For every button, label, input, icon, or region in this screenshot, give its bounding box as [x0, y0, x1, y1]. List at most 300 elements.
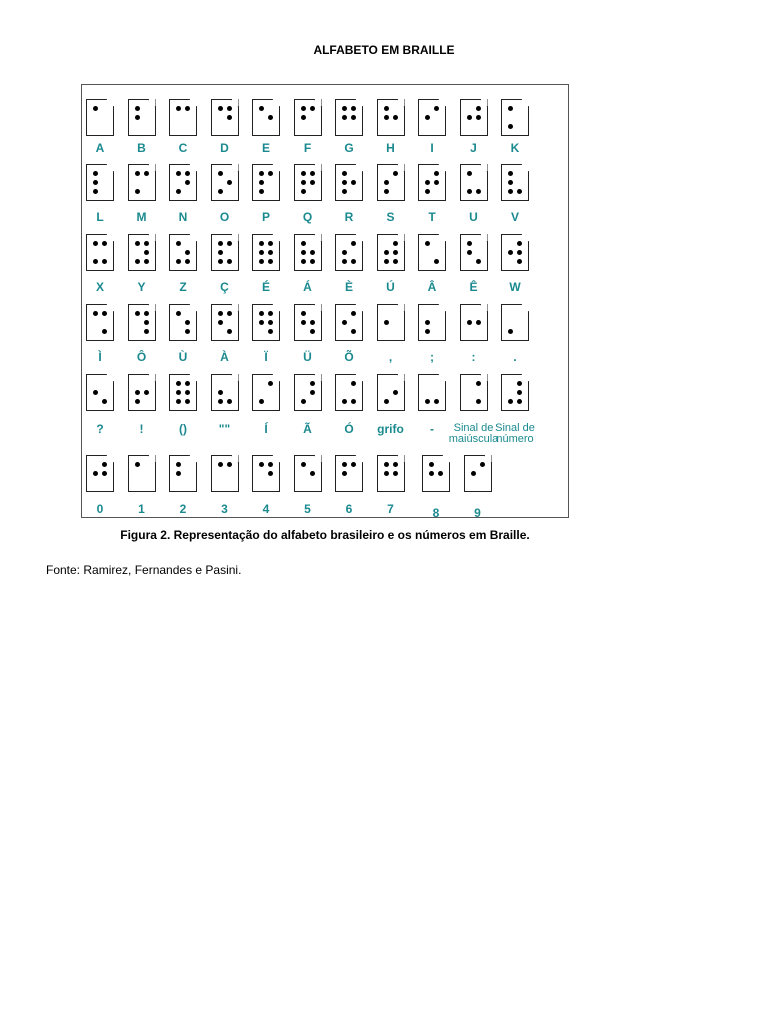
braille-dot: [268, 250, 273, 255]
braille-dot: [227, 462, 232, 467]
braille-dot: [476, 189, 481, 194]
braille-dot: [393, 390, 398, 395]
braille-dot: [301, 399, 306, 404]
braille-dot: [438, 471, 443, 476]
braille-dot: [144, 329, 149, 334]
braille-cell: [252, 374, 280, 411]
braille-dot: [508, 329, 513, 334]
braille-cell: [294, 164, 322, 201]
braille-cell: [86, 374, 114, 411]
braille-cell: [86, 164, 114, 201]
braille-dot: [185, 399, 190, 404]
braille-cell: [211, 99, 239, 136]
braille-dot: [342, 399, 347, 404]
braille-dot: [425, 189, 430, 194]
braille-dot: [176, 241, 181, 246]
braille-dot: [268, 259, 273, 264]
braille-dot: [227, 399, 232, 404]
braille-dot: [218, 106, 223, 111]
braille-dot: [301, 311, 306, 316]
braille-dot: [351, 329, 356, 334]
braille-cell-label: Ê: [469, 280, 478, 294]
braille-dot: [218, 189, 223, 194]
braille-dot: [185, 250, 190, 255]
braille-dot: [434, 106, 439, 111]
braille-dot: [301, 171, 306, 176]
braille-dot: [185, 381, 190, 386]
braille-cell-label: ;: [430, 350, 434, 364]
braille-cell-label: M: [136, 210, 147, 224]
braille-dot: [185, 329, 190, 334]
braille-cell-label: ,: [388, 350, 393, 364]
braille-dot: [384, 250, 389, 255]
braille-dot: [351, 106, 356, 111]
braille-dot: [476, 381, 481, 386]
braille-dot: [176, 189, 181, 194]
braille-dot: [218, 241, 223, 246]
braille-cell: [211, 374, 239, 411]
braille-cell: [211, 234, 239, 271]
braille-cell: [377, 455, 405, 492]
braille-dot: [467, 241, 472, 246]
braille-dot: [476, 115, 481, 120]
braille-dot: [476, 106, 481, 111]
braille-dot: [301, 180, 306, 185]
braille-dot: [393, 471, 398, 476]
braille-dot: [467, 171, 472, 176]
braille-dot: [135, 259, 140, 264]
braille-dot: [351, 462, 356, 467]
braille-cell: [128, 455, 156, 492]
braille-cell-label: Ú: [386, 280, 395, 294]
braille-dot: [176, 381, 181, 386]
braille-cell-label: Ô: [136, 350, 147, 364]
braille-dot: [93, 241, 98, 246]
document-title: ALFABETO EM BRAILLE: [313, 43, 455, 57]
braille-dot: [310, 471, 315, 476]
braille-cell-label: 8: [432, 506, 440, 520]
braille-dot: [176, 399, 181, 404]
braille-dot: [508, 171, 513, 176]
braille-dot: [102, 311, 107, 316]
braille-cell: [422, 455, 450, 492]
braille-cell-label: 1: [138, 502, 145, 516]
braille-dot: [301, 250, 306, 255]
braille-dot: [467, 250, 472, 255]
braille-dot: [425, 329, 430, 334]
braille-dot: [384, 189, 389, 194]
braille-dot: [342, 320, 347, 325]
braille-cell: [335, 99, 363, 136]
braille-dot: [144, 250, 149, 255]
braille-dot: [351, 115, 356, 120]
braille-cell-label: I: [430, 141, 434, 155]
braille-dot: [384, 115, 389, 120]
braille-dot: [301, 320, 306, 325]
braille-dot: [227, 259, 232, 264]
braille-dot: [93, 180, 98, 185]
braille-dot: [508, 189, 513, 194]
braille-dot: [185, 180, 190, 185]
braille-cell-label: 6: [345, 502, 353, 516]
braille-cell: [169, 304, 197, 341]
braille-dot: [310, 390, 315, 395]
braille-cell: [418, 234, 446, 271]
braille-dot: [268, 320, 273, 325]
braille-dot: [268, 171, 273, 176]
braille-dot: [476, 320, 481, 325]
braille-cell: [501, 374, 529, 411]
braille-cell-label: Sinal de maiúscula: [448, 422, 499, 445]
braille-cell: [418, 164, 446, 201]
braille-cell: [252, 234, 280, 271]
braille-dot: [93, 171, 98, 176]
braille-dot: [218, 399, 223, 404]
braille-cell-label: G: [344, 141, 354, 155]
braille-cell: [211, 455, 239, 492]
braille-dot: [218, 171, 223, 176]
braille-dot: [218, 250, 223, 255]
braille-dot: [259, 399, 264, 404]
braille-cell-label: ?: [96, 422, 104, 436]
braille-dot: [93, 390, 98, 395]
braille-dot: [259, 462, 264, 467]
braille-dot: [393, 250, 398, 255]
braille-cell: [377, 164, 405, 201]
braille-dot: [268, 311, 273, 316]
braille-dot: [517, 189, 522, 194]
braille-cell: [377, 374, 405, 411]
braille-dot: [93, 311, 98, 316]
braille-cell: [294, 455, 322, 492]
braille-dot: [342, 180, 347, 185]
braille-dot: [176, 311, 181, 316]
braille-dot: [102, 259, 107, 264]
braille-cell: [460, 164, 488, 201]
braille-cell-label: A: [95, 141, 105, 155]
braille-cell-label: F: [303, 141, 312, 155]
braille-dot: [93, 471, 98, 476]
braille-dot: [102, 462, 107, 467]
braille-cell: [464, 455, 492, 492]
braille-cell: [418, 374, 446, 411]
braille-dot: [434, 171, 439, 176]
braille-dot: [268, 381, 273, 386]
braille-dot: [480, 462, 485, 467]
braille-cell-label: Ì: [98, 350, 102, 364]
braille-dot: [135, 390, 140, 395]
braille-dot: [259, 180, 264, 185]
braille-cell-label: !: [139, 422, 144, 436]
braille-dot: [135, 189, 140, 194]
braille-cell-label: À: [220, 350, 229, 364]
braille-cell: [501, 164, 529, 201]
braille-cell-label: Ï: [264, 350, 268, 364]
braille-dot: [268, 329, 273, 334]
braille-dot: [467, 189, 472, 194]
braille-dot: [135, 311, 140, 316]
braille-dot: [259, 189, 264, 194]
braille-dot: [517, 241, 522, 246]
braille-dot: [342, 462, 347, 467]
braille-dot: [310, 259, 315, 264]
braille-cell-label: :: [471, 350, 476, 364]
braille-cell: [294, 99, 322, 136]
braille-cell: [252, 164, 280, 201]
braille-cell: [128, 234, 156, 271]
braille-dot: [384, 106, 389, 111]
braille-dot: [301, 189, 306, 194]
braille-cell: [252, 99, 280, 136]
braille-cell-label: Õ: [344, 350, 354, 364]
braille-cell-label: L: [96, 210, 104, 224]
braille-dot: [144, 259, 149, 264]
braille-cell: [128, 164, 156, 201]
braille-dot: [301, 259, 306, 264]
braille-cell-label: U: [469, 210, 478, 224]
braille-dot: [517, 250, 522, 255]
braille-dot: [310, 320, 315, 325]
braille-cell-label: -: [430, 422, 434, 436]
braille-dot: [393, 115, 398, 120]
braille-cell-label: Ã: [303, 422, 312, 436]
braille-cell-label: Y: [137, 280, 146, 294]
braille-dot: [508, 250, 513, 255]
braille-cell: [460, 374, 488, 411]
braille-cell: [128, 304, 156, 341]
braille-cell-label: "": [218, 422, 231, 436]
braille-dot: [425, 180, 430, 185]
braille-dot: [425, 320, 430, 325]
braille-cell-label: P: [261, 210, 270, 224]
braille-dot: [135, 106, 140, 111]
braille-dot: [384, 462, 389, 467]
braille-dot: [342, 259, 347, 264]
braille-dot: [268, 462, 273, 467]
braille-dot: [227, 180, 232, 185]
braille-cell: [501, 99, 529, 136]
braille-dot: [144, 311, 149, 316]
braille-dot: [434, 180, 439, 185]
braille-dot: [218, 311, 223, 316]
braille-figure: [81, 84, 569, 518]
braille-cell-label: É: [261, 280, 270, 294]
braille-cell-label: J: [470, 141, 477, 155]
braille-cell-label: V: [510, 210, 519, 224]
braille-cell: [335, 374, 363, 411]
braille-cell-label: Ù: [178, 350, 188, 364]
braille-cell: [169, 99, 197, 136]
braille-dot: [351, 399, 356, 404]
braille-cell-label: Z: [179, 280, 187, 294]
braille-dot: [425, 399, 430, 404]
braille-dot: [102, 471, 107, 476]
braille-dot: [425, 115, 430, 120]
braille-dot: [310, 106, 315, 111]
braille-dot: [310, 250, 315, 255]
braille-dot: [268, 471, 273, 476]
braille-cell-label: 2: [179, 502, 187, 516]
braille-cell-label: Ç: [220, 280, 229, 294]
braille-cell: [335, 234, 363, 271]
braille-dot: [218, 320, 223, 325]
braille-cell-label: 7: [387, 502, 394, 516]
braille-dot: [393, 171, 398, 176]
braille-dot: [259, 241, 264, 246]
braille-dot: [259, 320, 264, 325]
braille-dot: [176, 390, 181, 395]
braille-dot: [476, 259, 481, 264]
braille-dot: [135, 399, 140, 404]
braille-cell-label: X: [95, 280, 104, 294]
braille-cell: [169, 234, 197, 271]
braille-cell: [377, 234, 405, 271]
braille-cell: [294, 234, 322, 271]
braille-dot: [227, 329, 232, 334]
braille-dot: [259, 311, 264, 316]
braille-dot: [176, 259, 181, 264]
braille-dot: [93, 106, 98, 111]
braille-dot: [384, 180, 389, 185]
braille-cell: [377, 304, 405, 341]
braille-dot: [301, 106, 306, 111]
braille-dot: [227, 115, 232, 120]
braille-dot: [393, 462, 398, 467]
braille-dot: [476, 399, 481, 404]
braille-cell: [294, 374, 322, 411]
braille-cell-label: Â: [427, 280, 437, 294]
braille-cell: [211, 164, 239, 201]
braille-dot: [393, 259, 398, 264]
braille-dot: [310, 180, 315, 185]
braille-cell: [460, 234, 488, 271]
braille-cell: [335, 455, 363, 492]
braille-cell-label: .: [513, 350, 517, 364]
braille-dot: [259, 171, 264, 176]
braille-cell-label: H: [386, 141, 395, 155]
braille-cell: [169, 374, 197, 411]
braille-cell: [252, 455, 280, 492]
braille-cell: [252, 304, 280, 341]
braille-dot: [310, 171, 315, 176]
braille-dot: [259, 250, 264, 255]
braille-dot: [342, 115, 347, 120]
braille-dot: [259, 259, 264, 264]
braille-dot: [185, 259, 190, 264]
braille-cell: [460, 304, 488, 341]
braille-cell-label: 0: [96, 502, 104, 516]
braille-dot: [351, 311, 356, 316]
braille-dot: [218, 462, 223, 467]
source-note: Fonte: Ramirez, Fernandes e Pasini.: [46, 563, 242, 577]
braille-dot: [425, 241, 430, 246]
braille-cell: [501, 304, 529, 341]
braille-dot: [135, 241, 140, 246]
braille-cell-label: Á: [303, 280, 312, 294]
braille-cell: [86, 455, 114, 492]
braille-dot: [342, 250, 347, 255]
braille-dot: [384, 320, 389, 325]
braille-cell: [418, 99, 446, 136]
braille-dot: [301, 241, 306, 246]
braille-dot: [268, 241, 273, 246]
braille-dot: [429, 471, 434, 476]
braille-cell-label: S: [386, 210, 395, 224]
braille-dot: [218, 390, 223, 395]
braille-dot: [508, 399, 513, 404]
braille-dot: [310, 329, 315, 334]
braille-dot: [471, 471, 476, 476]
braille-cell-label: Í: [264, 422, 268, 436]
braille-dot: [144, 320, 149, 325]
braille-dot: [517, 390, 522, 395]
braille-cell: [169, 455, 197, 492]
braille-dot: [342, 189, 347, 194]
braille-dot: [144, 171, 149, 176]
braille-cell: [335, 164, 363, 201]
braille-cell-label: 5: [304, 502, 311, 516]
braille-cell-label: K: [510, 141, 520, 155]
braille-dot: [351, 381, 356, 386]
braille-dot: [268, 115, 273, 120]
braille-cell-label: C: [178, 141, 188, 155]
braille-dot: [102, 399, 107, 404]
braille-dot: [508, 180, 513, 185]
braille-dot: [467, 115, 472, 120]
braille-dot: [135, 115, 140, 120]
braille-dot: [135, 462, 140, 467]
braille-cell: [211, 304, 239, 341]
braille-dot: [102, 329, 107, 334]
braille-dot: [384, 471, 389, 476]
braille-cell-label: N: [178, 210, 188, 224]
braille-cell: [501, 234, 529, 271]
braille-cell: [86, 234, 114, 271]
braille-cell-label: Q: [302, 210, 313, 224]
braille-cell-label: W: [509, 280, 521, 294]
braille-dot: [185, 320, 190, 325]
braille-dot: [342, 106, 347, 111]
braille-cell-label: È: [344, 280, 353, 294]
braille-dot: [227, 311, 232, 316]
braille-dot: [351, 259, 356, 264]
braille-dot: [342, 471, 347, 476]
braille-dot: [384, 399, 389, 404]
braille-dot: [144, 241, 149, 246]
braille-cell: [128, 99, 156, 136]
braille-cell: [418, 304, 446, 341]
braille-dot: [218, 259, 223, 264]
braille-dot: [301, 462, 306, 467]
braille-cell-label: D: [220, 141, 229, 155]
braille-dot: [434, 399, 439, 404]
braille-cell: [128, 374, 156, 411]
braille-dot: [301, 115, 306, 120]
braille-cell-label: B: [137, 141, 146, 155]
figure-caption: Figura 2. Representação do alfabeto brasileiro e os números em Braille.: [120, 528, 530, 542]
braille-dot: [434, 259, 439, 264]
braille-dot: [176, 471, 181, 476]
braille-cell-label: E: [261, 141, 270, 155]
braille-dot: [517, 259, 522, 264]
braille-dot: [185, 171, 190, 176]
braille-cell-label: 9: [474, 506, 481, 520]
braille-cell: [377, 99, 405, 136]
braille-cell-label: Ü: [303, 350, 312, 364]
braille-dot: [467, 320, 472, 325]
braille-dot: [310, 381, 315, 386]
braille-dot: [384, 259, 389, 264]
